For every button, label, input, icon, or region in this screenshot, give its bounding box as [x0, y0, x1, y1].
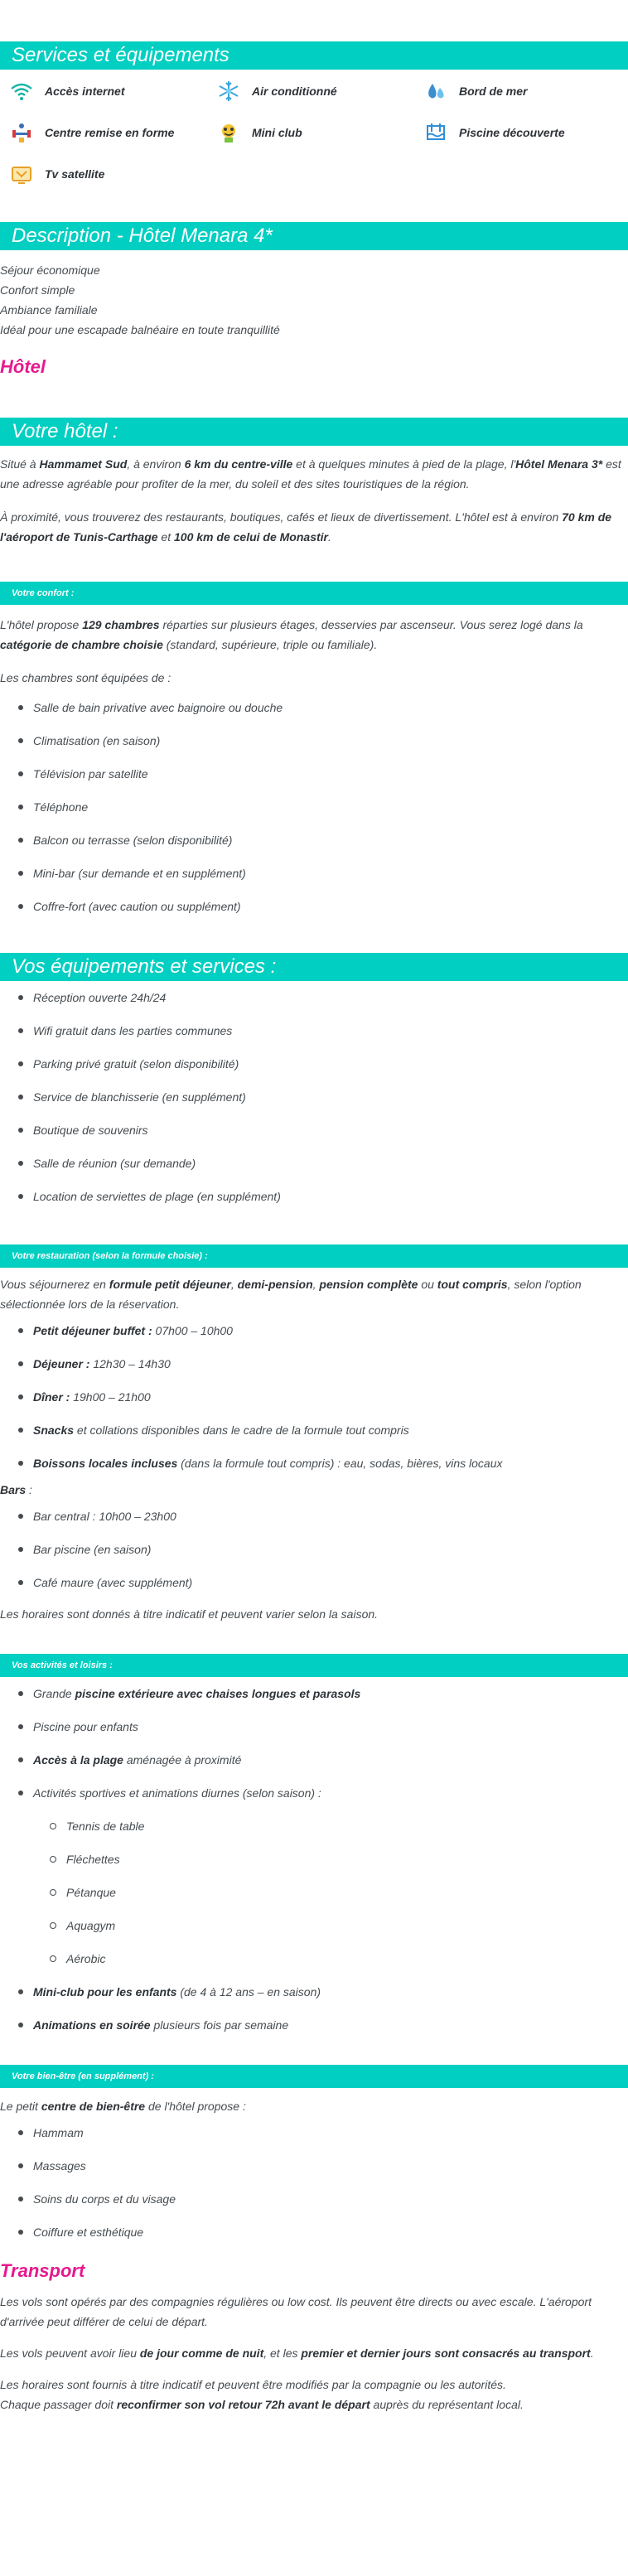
- kids-club-icon: [215, 122, 242, 143]
- service-internet: Accès internet: [8, 80, 215, 103]
- list-item: Hammam: [18, 2116, 628, 2149]
- description-title: Description - Hôtel Menara 4*: [0, 222, 628, 250]
- description-line: Ambiance familiale: [0, 303, 98, 317]
- list-item: Tennis de table: [50, 1810, 628, 1843]
- list-item: Mini-club pour les enfants (de 4 à 12 ans – en saison): [18, 1975, 628, 2008]
- fitness-icon: [8, 122, 35, 143]
- description-line: Confort simple: [0, 283, 75, 297]
- list-item: Coffre-fort (avec caution ou supplément): [18, 890, 628, 923]
- list-item: Service de blanchisserie (en supplément): [18, 1080, 628, 1114]
- list-item: Balcon ou terrasse (selon disponibilité): [18, 824, 628, 857]
- list-item: Téléphone: [18, 790, 628, 824]
- service-tv: Tv satellite: [8, 162, 215, 186]
- list-item: Salle de réunion (sur demande): [18, 1147, 628, 1180]
- list-item: Aérobic: [50, 1942, 628, 1975]
- list-item: Aquagym: [50, 1909, 628, 1942]
- list-item: Massages: [18, 2149, 628, 2182]
- list-item: Location de serviettes de plage (en supplément): [18, 1180, 628, 1213]
- confort-intro: Les chambres sont équipées de :: [0, 671, 171, 684]
- list-item: Grande piscine extérieure avec chaises longues et parasols: [18, 1677, 628, 1710]
- list-item: Animations en soirée plusieurs fois par semaine: [18, 2008, 628, 2042]
- list-item: Accès à la plage aménagée à proximité: [18, 1743, 628, 1776]
- sports-sublist: [50, 1810, 628, 1975]
- list-item: Déjeuner : 12h30 – 14h30: [18, 1347, 628, 1380]
- meals-list: [18, 1314, 628, 1480]
- confort-title: Votre confort :: [0, 582, 628, 605]
- tv-icon: [8, 163, 35, 185]
- list-item: Snacks et collations disponibles dans le cadre de la formule tout compris: [18, 1414, 628, 1447]
- bars-list: [18, 1500, 628, 1599]
- service-pool: Piscine découverte: [423, 121, 628, 144]
- bienetre-paragraph: Le petit centre de bien-être de l'hôtel propose :: [0, 2100, 246, 2113]
- restauration-title: Votre restauration (selon la formule choisie) :: [0, 1245, 628, 1268]
- room-equipment-list: [18, 691, 628, 923]
- equipements-list: [18, 981, 628, 1213]
- equipements-title: Vos équipements et services :: [0, 953, 628, 981]
- description-line: Séjour économique: [0, 263, 100, 277]
- hotel-location-paragraph: Situé à Hammamet Sud, à environ 6 km du centre-ville et à quelques minutes à pied de la plage, l'Hôtel Menara 3* est une adresse agréable pour profiter de la mer, du soleil et des sites touristiques de la région.: [0, 457, 621, 491]
- service-fitness: Centre remise en forme: [8, 121, 215, 144]
- activites-list-continued: [18, 1975, 628, 2042]
- list-item: Petit déjeuner buffet : 07h00 – 10h00: [18, 1314, 628, 1347]
- list-item: Bar piscine (en saison): [18, 1533, 628, 1566]
- transport-paragraph-2: Les vols peuvent avoir lieu de jour comme de nuit, et les premier et dernier jours sont consacrés au transport.: [0, 2346, 594, 2360]
- bienetre-list: [18, 2116, 628, 2249]
- hotel-heading: Hôtel: [0, 356, 46, 377]
- confort-paragraph: L'hôtel propose 129 chambres réparties sur plusieurs étages, desservies par ascenseur. Vous serez logé dans la catégorie de chambre choisie (standard, supérieure, triple ou familiale).: [0, 618, 583, 651]
- services-grid: [0, 70, 628, 186]
- list-item: Coiffure et esthétique: [18, 2216, 628, 2249]
- transport-heading: Transport: [0, 2260, 85, 2281]
- list-item: Wifi gratuit dans les parties communes: [18, 1014, 628, 1047]
- description-lines: [0, 250, 628, 340]
- list-item: Fléchettes: [50, 1843, 628, 1876]
- list-item: Parking privé gratuit (selon disponibilité): [18, 1047, 628, 1080]
- water-drops-icon: [423, 80, 449, 102]
- hotel-proximity-paragraph: À proximité, vous trouverez des restaurants, boutiques, cafés et lieux de divertissement. L'hôtel est à environ 70 km de l'aéroport de Tunis-Carthage et 100 km de celui de Monastir.: [0, 510, 612, 544]
- activites-list: [18, 1677, 628, 1810]
- pool-icon: [423, 122, 449, 143]
- restauration-paragraph: Vous séjournerez en formule petit déjeuner, demi-pension, pension complète ou tout compris, selon l'option sélectionnée lors de la réservation.: [0, 1278, 582, 1311]
- list-item: Salle de bain privative avec baignoire ou douche: [18, 691, 628, 724]
- restauration-note: Les horaires sont donnés à titre indicatif et peuvent varier selon la saison.: [0, 1607, 379, 1621]
- list-item: Télévision par satellite: [18, 757, 628, 790]
- list-item: Réception ouverte 24h/24: [18, 981, 628, 1014]
- activites-title: Vos activités et loisirs :: [0, 1654, 628, 1677]
- list-item: Boissons locales incluses (dans la formule tout compris) : eau, sodas, bières, vins locaux: [18, 1447, 628, 1480]
- list-item: Boutique de souvenirs: [18, 1114, 628, 1147]
- snowflake-icon: [215, 80, 242, 102]
- list-item: Café maure (avec supplément): [18, 1566, 628, 1599]
- list-item: Soins du corps et du visage: [18, 2182, 628, 2216]
- transport-paragraph-1: Les vols sont opérés par des compagnies régulières ou low cost. Ils peuvent être directs ou avec escale. L'aéroport d'arrivée peut différer de celui de départ.: [0, 2295, 592, 2328]
- service-seaside: Bord de mer: [423, 80, 628, 103]
- list-item: Mini-bar (sur demande et en supplément): [18, 857, 628, 890]
- wifi-icon: [8, 80, 35, 102]
- list-item: Activités sportives et animations diurnes (selon saison) :: [18, 1776, 628, 1810]
- services-title: Services et équipements: [0, 41, 628, 70]
- list-item: Dîner : 19h00 – 21h00: [18, 1380, 628, 1414]
- bienetre-title: Votre bien-être (en supplément) :: [0, 2065, 628, 2088]
- list-item: Climatisation (en saison): [18, 724, 628, 757]
- transport-paragraph-3: Les horaires sont fournis à titre indicatif et peuvent être modifiés par la compagnie ou les autorités.: [0, 2378, 506, 2391]
- service-miniclub: Mini club: [215, 121, 423, 144]
- list-item: Bar central : 10h00 – 23h00: [18, 1500, 628, 1533]
- bars-label: Bars :: [0, 1483, 32, 1496]
- votre-hotel-title: Votre hôtel :: [0, 418, 628, 446]
- list-item: Pétanque: [50, 1876, 628, 1909]
- transport-paragraph-4: Chaque passager doit reconfirmer son vol retour 72h avant le départ auprès du représentant local.: [0, 2398, 524, 2411]
- list-item: Piscine pour enfants: [18, 1710, 628, 1743]
- description-line: Idéal pour une escapade balnéaire en toute tranquillité: [0, 323, 280, 336]
- service-ac: Air conditionné: [215, 80, 423, 103]
